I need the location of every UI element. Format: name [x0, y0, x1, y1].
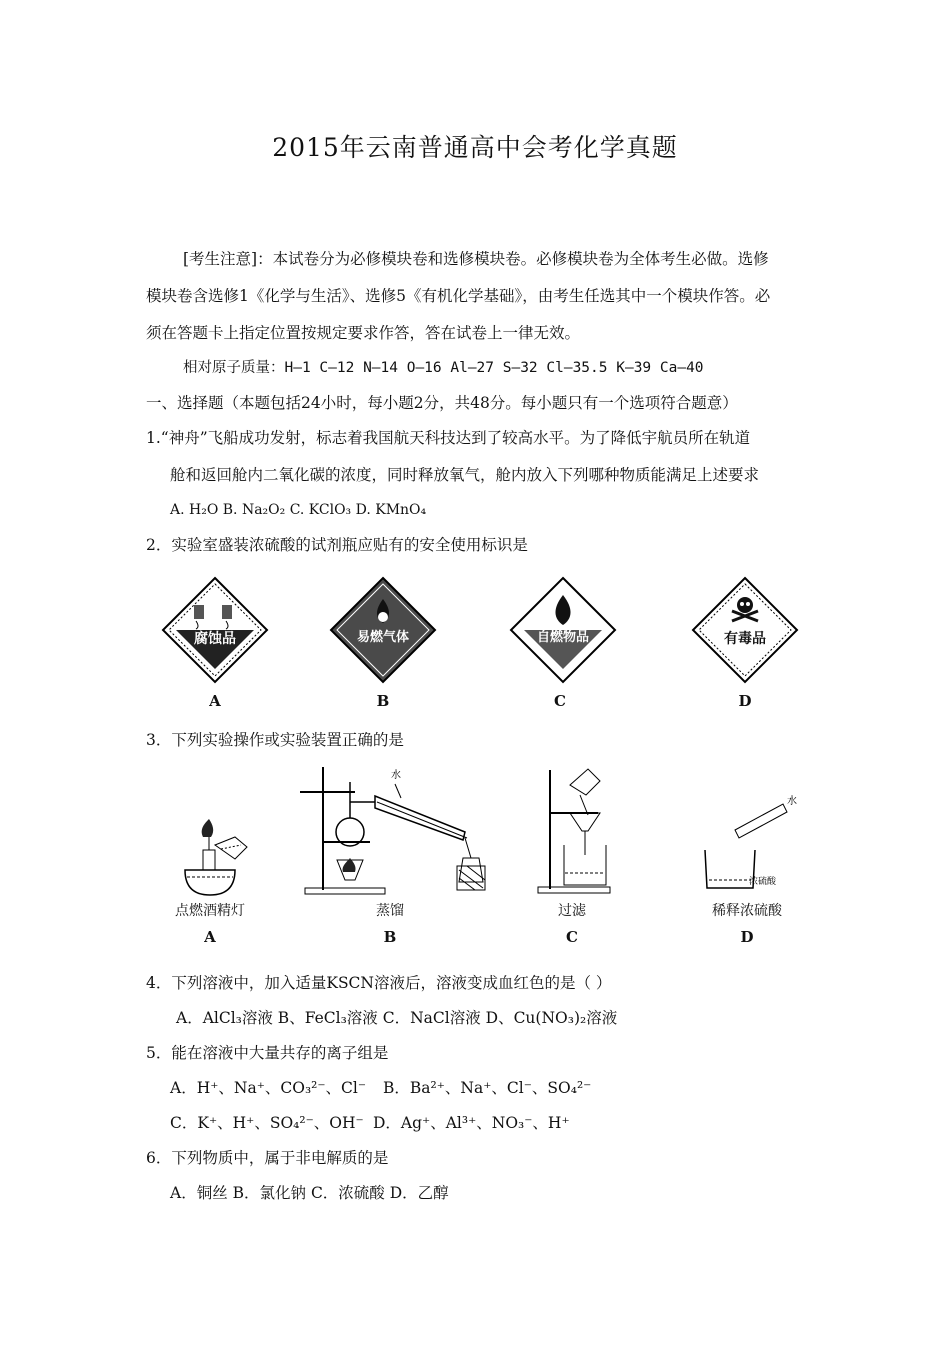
apparatus-label-b: B [383, 928, 397, 946]
q1-line-1: 1.“神舟”飞船成功发射，标志着我国航天科技达到了较高水平。为了降低宇航员所在轨道 [146, 429, 751, 447]
apparatus-caption-c: 过滤 [558, 903, 586, 919]
sign-corrosive-text: 腐蚀品 [194, 631, 236, 647]
water-label-d: 水 [787, 796, 797, 807]
sign-toxic [690, 575, 800, 685]
q5-stem: 5．能在溶液中大量共存的离子组是 [146, 1044, 389, 1062]
q5-option-a: A．H⁺、Na⁺、CO₃²⁻、Cl⁻ [170, 1079, 367, 1097]
acid-label: 浓硫酸 [749, 877, 777, 887]
sign-toxic-text: 有毒品 [724, 631, 766, 647]
section-1-heading: 一、选择题（本题包括24小时，每小题2分，共48分。每小题只有一个选项符合题意） [146, 394, 738, 412]
water-label-b: 水 [391, 770, 401, 781]
q6-options: A．铜丝 B．氯化钠 C．浓硫酸 D．乙醇 [170, 1184, 449, 1202]
sign-corrosive [160, 575, 270, 685]
q5-option-c: C．K⁺、H⁺、SO₄²⁻、OH⁻ [170, 1114, 364, 1132]
q4-options: A．AlCl₃溶液 B、FeCl₃溶液 C．NaCl溶液 D、Cu(NO₃)₂溶液 [176, 1009, 618, 1027]
test-tube-icon [194, 605, 204, 619]
q1-options: A. H₂O B. Na₂O₂ C. KClO₃ D. KMnO₄ [170, 502, 427, 518]
skull-icon [737, 597, 753, 613]
apparatus-label-c: C [566, 928, 578, 946]
q2-stem: 2．实验室盛装浓硫酸的试剂瓶应贴有的安全使用标识是 [146, 536, 528, 554]
apparatus-filtration [530, 765, 620, 895]
sign-label-d: D [738, 692, 752, 710]
apparatus-label-a: A [204, 928, 216, 946]
notice-line-3: 须在答题卡上指定位置按规定要求作答，答在试卷上一律无效。 [146, 324, 581, 342]
flame-icon-3 [202, 819, 213, 837]
test-tube-icon-2 [222, 605, 232, 619]
q5-option-d: D．Ag⁺、Al³⁺、NO₃⁻、H⁺ [373, 1114, 570, 1132]
notice-line-1: [考生注意]：本试卷分为必修模块卷和选修模块卷。必修模块卷为全体考生必做。选修 [183, 250, 769, 268]
q1-line-2: 舱和返回舱内二氧化碳的浓度，同时释放氧气，舱内放入下列哪种物质能满足上述要求 [170, 466, 760, 484]
sign-label-b: B [376, 692, 390, 710]
apparatus-caption-b: 蒸馏 [376, 903, 404, 919]
sign-spontaneous-combustion [508, 575, 618, 685]
apparatus-caption-a: 点燃酒精灯 [175, 903, 245, 919]
q4-stem: 4．下列溶液中，加入适量KSCN溶液后，溶液变成血红色的是（ ） [146, 974, 612, 992]
sign-label-a: A [209, 692, 221, 710]
sign-flammable-gas [328, 575, 438, 685]
sign-label-c: C [554, 692, 566, 710]
apparatus-dilution [695, 790, 805, 895]
apparatus-label-d: D [740, 928, 754, 946]
q5-option-b: B．Ba²⁺、Na⁺、Cl⁻、SO₄²⁻ [383, 1079, 592, 1097]
atomic-mass: 相对原子质量：H—1 C—12 N—14 O—16 Al—27 S—32 Cl—35.5 K—39 Ca—40 [183, 360, 704, 376]
notice-line-2: 模块卷含选修1《化学与生活》、选修5《有机化学基础》，由考生任选其中一个模块作答。必 [146, 287, 771, 305]
page-title: 2015年云南普通高中会考化学真题 [272, 133, 678, 162]
sign-spontaneous-combustion-text: 自燃物品 [536, 630, 590, 645]
apparatus-caption-d: 稀释浓硫酸 [712, 903, 782, 919]
apparatus-alcohol-lamp [175, 815, 255, 900]
q3-stem: 3．下列实验操作或实验装置正确的是 [146, 731, 404, 749]
q6-stem: 6．下列物质中，属于非电解质的是 [146, 1149, 389, 1167]
apparatus-distillation [295, 762, 495, 897]
sign-flammable-gas-text: 易燃气体 [356, 630, 410, 645]
